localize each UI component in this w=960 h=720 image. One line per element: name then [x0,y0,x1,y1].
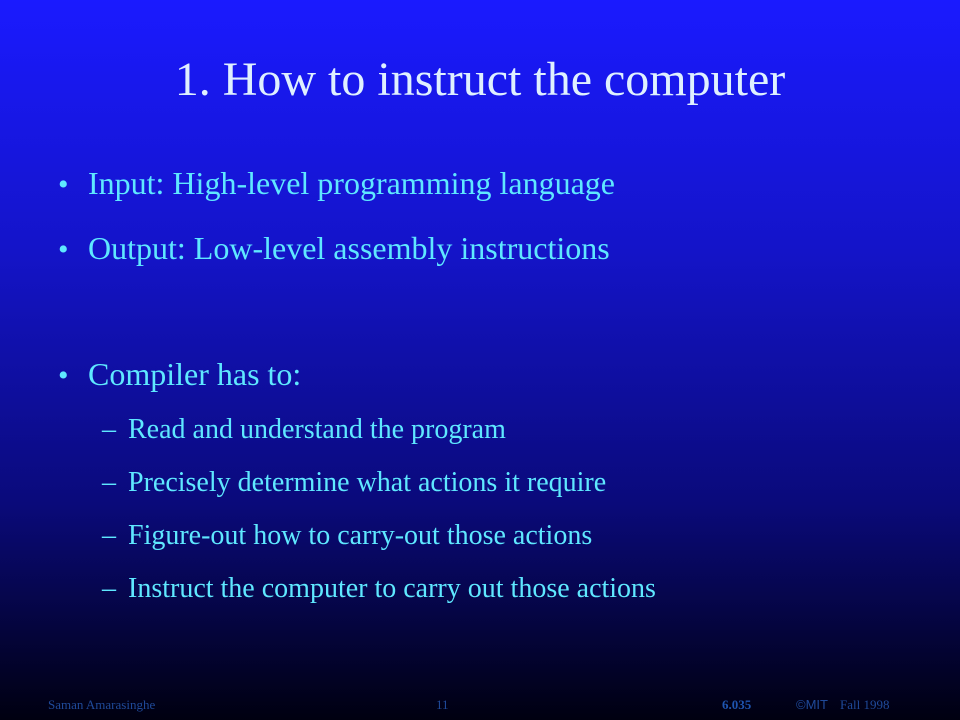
sub-bullet-determine [102,466,606,500]
bullet-text: Output: Low-level assembly instructions [88,230,610,266]
sub-bullet-read [102,413,506,447]
bullet-text: Input: High-level programming language [88,165,615,201]
slide-title: 1. How to instruct the computer [174,53,786,106]
footer-author: Saman Amarasinghe [48,697,156,712]
footer-copyright: ©MIT [796,697,828,712]
footer-course: 6.035 [722,697,752,712]
sub-bullet-text: Read and understand the program [128,414,506,445]
bullet-input [58,163,615,205]
dash-icon: – [102,573,116,604]
footer-page-number: 11 [436,697,449,712]
sub-bullet-figure-out [102,519,592,553]
sub-bullet-text: Instruct the computer to carry out those actions [128,573,656,604]
bullet-text: Compiler has to: [88,356,302,392]
footer-term: Fall 1998 [840,697,890,712]
sub-bullet-instruct [102,572,656,606]
dash-icon: – [102,467,116,498]
bullet-compiler [58,354,301,396]
dash-icon: – [102,520,116,551]
sub-bullet-text: Figure-out how to carry-out those actions [128,520,593,551]
bullet-icon: • [58,233,69,266]
sub-bullet-text: Precisely determine what actions it require [128,467,607,498]
bullet-output [58,228,610,270]
bullet-icon: • [58,359,69,392]
dash-icon: – [102,414,116,445]
bullet-icon: • [58,168,69,201]
